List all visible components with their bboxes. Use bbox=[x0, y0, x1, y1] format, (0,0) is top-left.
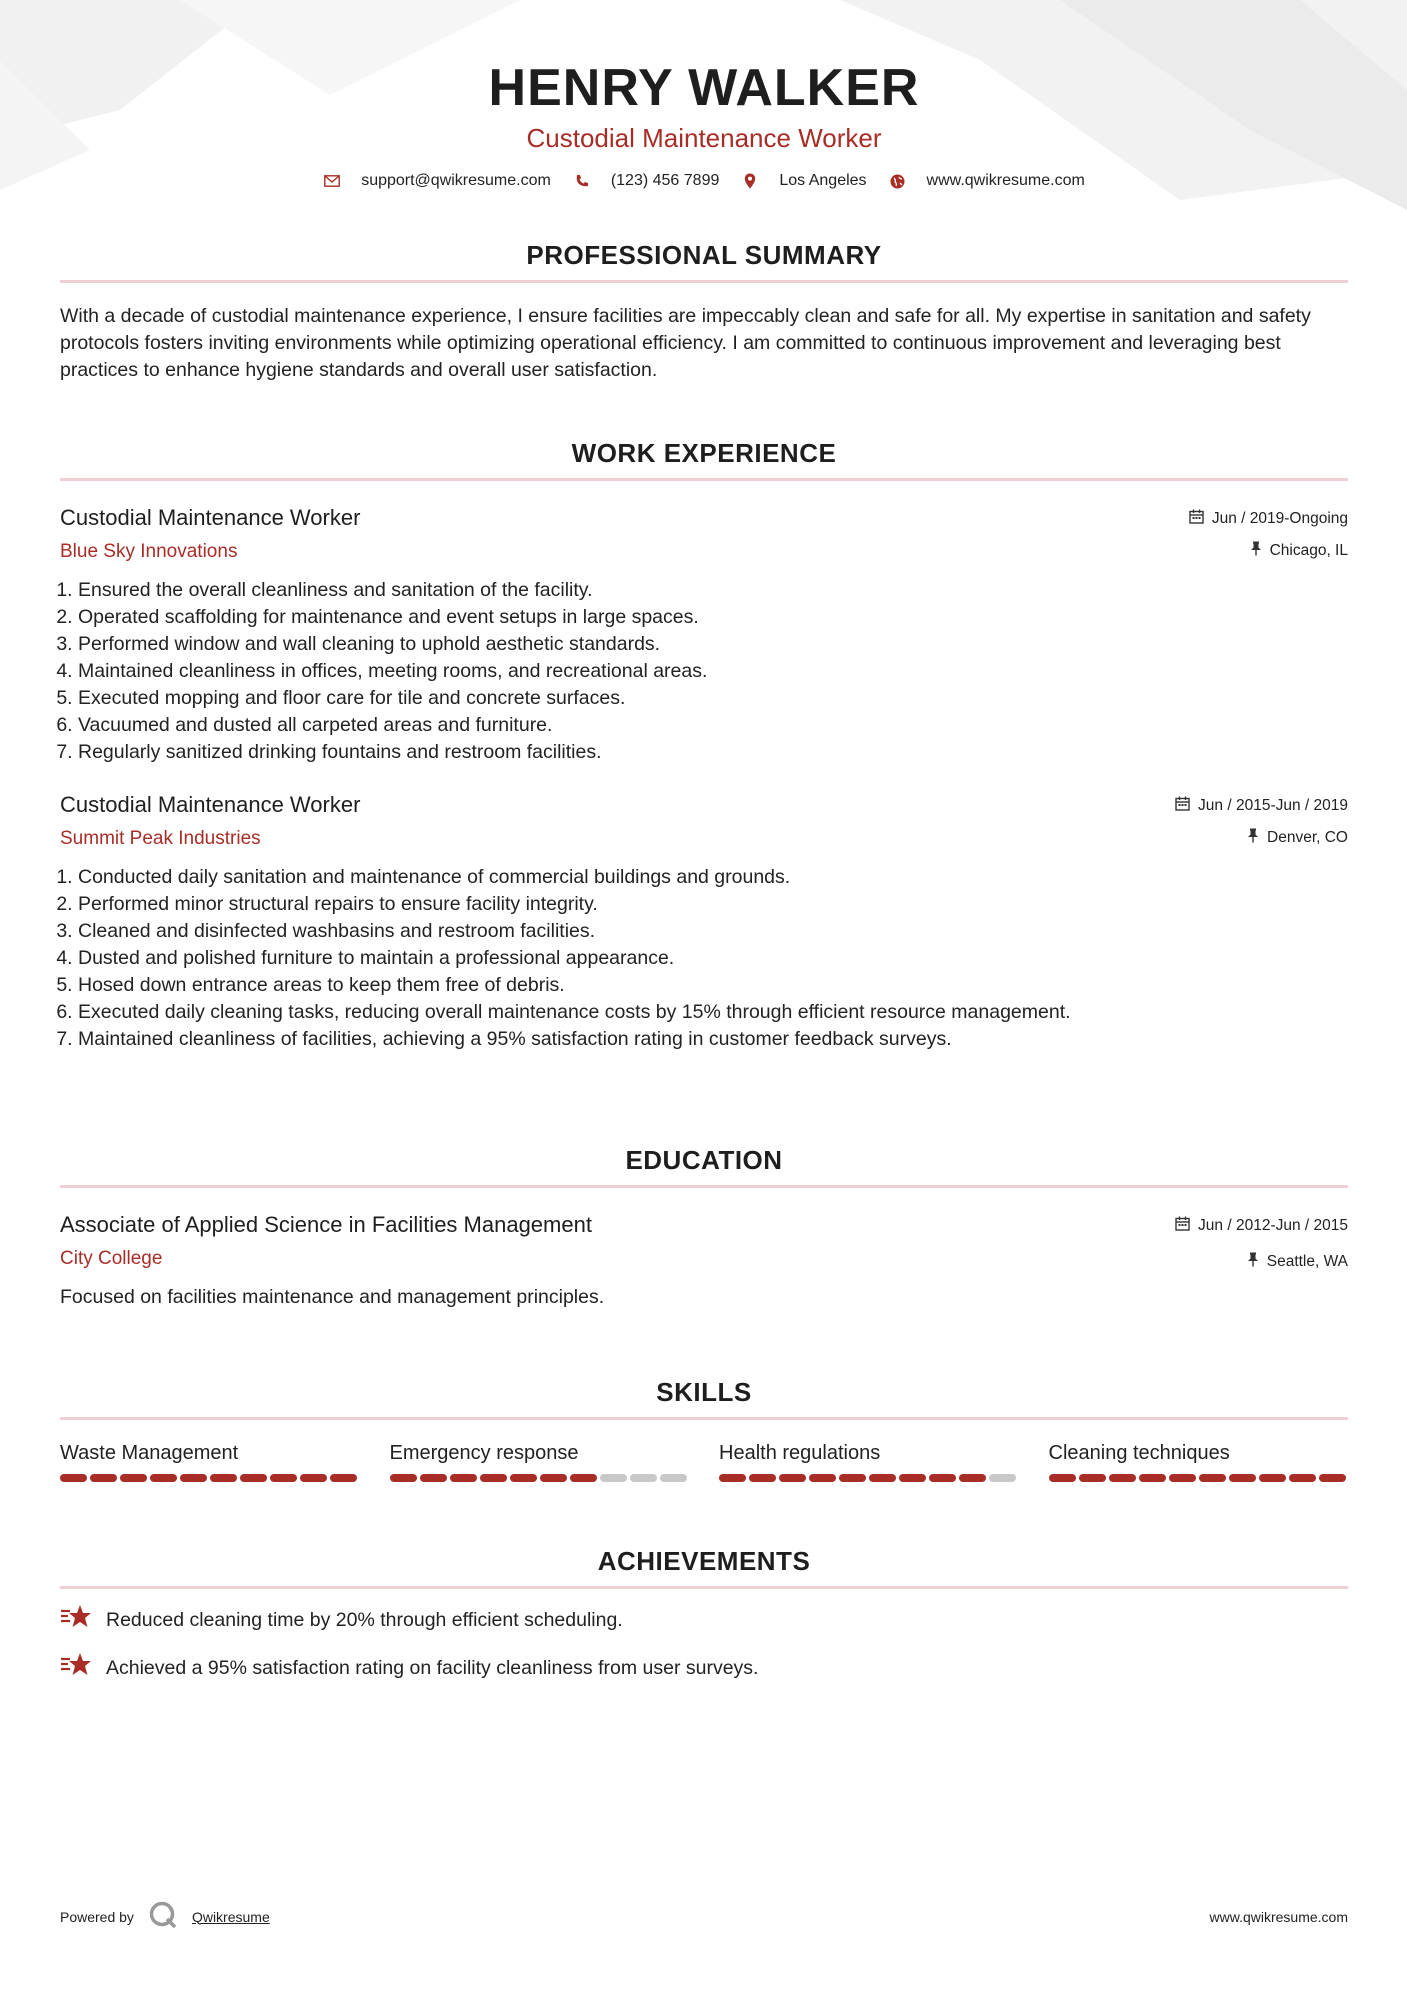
skill-segment-filled bbox=[1319, 1474, 1346, 1482]
education-heading: EDUCATION bbox=[625, 1145, 783, 1175]
list-item: 3. Cleaned and disinfected washbasins and restroom facilities. bbox=[78, 918, 1348, 945]
skill-segment-filled bbox=[90, 1474, 117, 1482]
skill-segment-empty bbox=[660, 1474, 687, 1482]
summary-heading: PROFESSIONAL SUMMARY bbox=[526, 240, 882, 270]
resume-header bbox=[60, 0, 1348, 190]
achievement-item bbox=[60, 1651, 1348, 1685]
qwikresume-link[interactable]: Qwikresume bbox=[191, 1908, 270, 1925]
skill-item bbox=[390, 1440, 690, 1482]
achievements-section bbox=[60, 1544, 1348, 1685]
footer-website[interactable]: www.qwikresume.com bbox=[1209, 1908, 1348, 1925]
list-item: 1. Ensured the overall cleanliness and sanitation of the facility. bbox=[78, 577, 1348, 604]
skill-segment-filled bbox=[240, 1474, 267, 1482]
job-entry bbox=[60, 790, 1348, 1053]
contact-phone-text: (123) 456 7899 bbox=[610, 172, 720, 189]
skill-segment-filled bbox=[1259, 1474, 1286, 1482]
skill-segment-filled bbox=[1289, 1474, 1316, 1482]
list-item: 2. Performed minor structural repairs to ensure facility integrity. bbox=[78, 891, 1348, 918]
skill-segment-filled bbox=[210, 1474, 237, 1482]
skill-segment-filled bbox=[899, 1474, 926, 1482]
experience-heading: WORK EXPERIENCE bbox=[571, 438, 837, 468]
education-date-text: Jun / 2012-Jun / 2015 bbox=[1198, 1217, 1348, 1234]
skill-segment-filled bbox=[1169, 1474, 1196, 1482]
experience-section bbox=[60, 436, 1348, 1053]
skill-name: Health regulations bbox=[719, 1442, 881, 1464]
skill-segment-empty bbox=[600, 1474, 627, 1482]
education-location-text: Seattle, WA bbox=[1266, 1253, 1348, 1270]
achievement-item bbox=[60, 1603, 1348, 1637]
job-duties-list bbox=[60, 864, 1348, 1053]
job-location bbox=[1250, 541, 1348, 561]
job-company: Summit Peak Industries bbox=[60, 828, 261, 849]
skill-segment-filled bbox=[749, 1474, 776, 1482]
skill-segment-filled bbox=[1079, 1474, 1106, 1482]
calendar-icon bbox=[1175, 796, 1190, 816]
skill-segment-filled bbox=[180, 1474, 207, 1482]
skill-segment-empty bbox=[630, 1474, 657, 1482]
job-entry bbox=[60, 503, 1348, 766]
skill-segment-filled bbox=[1049, 1474, 1076, 1482]
phone-icon bbox=[573, 172, 591, 190]
skill-name: Cleaning techniques bbox=[1048, 1442, 1230, 1464]
contact-website[interactable] bbox=[889, 172, 1085, 190]
contact-email[interactable] bbox=[323, 172, 551, 190]
summary-section bbox=[60, 238, 1348, 384]
education-section bbox=[60, 1143, 1348, 1311]
skill-segment-filled bbox=[809, 1474, 836, 1482]
qwikresume-logo-icon bbox=[148, 1900, 178, 1933]
job-title: Custodial Maintenance Worker bbox=[60, 792, 361, 817]
skill-segment-filled bbox=[510, 1474, 537, 1482]
calendar-icon bbox=[1175, 1216, 1190, 1236]
skill-segment-filled bbox=[839, 1474, 866, 1482]
section-divider bbox=[60, 1417, 1348, 1420]
job-location-text: Denver, CO bbox=[1267, 829, 1348, 846]
star-medal-icon bbox=[60, 1603, 92, 1637]
job-date-text: Jun / 2019-Ongoing bbox=[1211, 510, 1348, 527]
skill-segment-filled bbox=[1199, 1474, 1226, 1482]
achievements-list bbox=[60, 1603, 1348, 1685]
skills-section bbox=[60, 1375, 1348, 1482]
pushpin-icon bbox=[1247, 1252, 1259, 1272]
skill-segment-filled bbox=[959, 1474, 986, 1482]
skill-level-bar bbox=[1049, 1474, 1349, 1482]
list-item: 5. Hosed down entrance areas to keep them free of debris. bbox=[78, 972, 1348, 999]
list-item: 6. Vacuumed and dusted all carpeted areas and furniture. bbox=[78, 712, 1348, 739]
skill-name: Waste Management bbox=[60, 1442, 239, 1464]
skill-segment-empty bbox=[989, 1474, 1016, 1482]
list-item: 6. Executed daily cleaning tasks, reducing overall maintenance costs by 15% through efficient resource management. bbox=[78, 999, 1348, 1026]
map-pin-icon bbox=[741, 172, 759, 190]
candidate-title: Custodial Maintenance Worker bbox=[526, 123, 882, 153]
job-company: Blue Sky Innovations bbox=[60, 541, 238, 562]
list-item: 7. Maintained cleanliness of facilities, achieving a 95% satisfaction rating in customer feedback surveys. bbox=[78, 1026, 1348, 1053]
list-item: 2. Operated scaffolding for maintenance and event setups in large spaces. bbox=[78, 604, 1348, 631]
list-item: 3. Performed window and wall cleaning to uphold aesthetic standards. bbox=[78, 631, 1348, 658]
achievement-text: Reduced cleaning time by 20% through efficient scheduling. bbox=[106, 1608, 623, 1631]
candidate-name: HENRY WALKER bbox=[488, 59, 920, 117]
skill-name: Emergency response bbox=[389, 1442, 579, 1464]
skill-segment-filled bbox=[60, 1474, 87, 1482]
skill-segment-filled bbox=[480, 1474, 507, 1482]
skill-segment-filled bbox=[779, 1474, 806, 1482]
job-title: Custodial Maintenance Worker bbox=[60, 505, 361, 530]
powered-by bbox=[60, 1900, 270, 1933]
skill-segment-filled bbox=[150, 1474, 177, 1482]
job-date bbox=[1189, 509, 1348, 529]
calendar-icon bbox=[1189, 509, 1204, 529]
skill-segment-filled bbox=[540, 1474, 567, 1482]
achievement-text: Achieved a 95% satisfaction rating on facility cleanliness from user surveys. bbox=[106, 1656, 759, 1679]
skill-item bbox=[1049, 1440, 1349, 1482]
list-item: 4. Dusted and polished furniture to maintain a professional appearance. bbox=[78, 945, 1348, 972]
school-name: City College bbox=[60, 1248, 163, 1269]
education-date bbox=[1175, 1216, 1348, 1236]
skill-segment-filled bbox=[1109, 1474, 1136, 1482]
skill-segment-filled bbox=[1229, 1474, 1256, 1482]
degree-title: Associate of Applied Science in Facilities Management bbox=[60, 1212, 592, 1237]
skill-segment-filled bbox=[929, 1474, 956, 1482]
star-medal-icon bbox=[60, 1651, 92, 1685]
skill-segment-filled bbox=[420, 1474, 447, 1482]
skill-segment-filled bbox=[570, 1474, 597, 1482]
skill-segment-filled bbox=[270, 1474, 297, 1482]
skill-level-bar bbox=[390, 1474, 690, 1482]
summary-text: With a decade of custodial maintenance experience, I ensure facilities are impeccably clean and safe for all. My expertise in sanitation and safety protocols fosters inviting environments while optimizing operational efficiency. I am committed to continuous improvement and leveraging best practices to enhance hygiene standards and overall user satisfaction. bbox=[60, 305, 1311, 381]
education-location bbox=[1247, 1252, 1348, 1272]
list-item: 7. Regularly sanitized drinking fountains and restroom facilities. bbox=[78, 739, 1348, 766]
section-divider bbox=[60, 1586, 1348, 1589]
powered-by-label: Powered by bbox=[60, 1908, 134, 1925]
footer bbox=[60, 1900, 1348, 1933]
job-location bbox=[1247, 828, 1348, 848]
list-item: 4. Maintained cleanliness in offices, meeting rooms, and recreational areas. bbox=[78, 658, 1348, 685]
skill-level-bar bbox=[60, 1474, 360, 1482]
globe-icon bbox=[889, 172, 907, 190]
pushpin-icon bbox=[1247, 828, 1259, 848]
skill-segment-filled bbox=[869, 1474, 896, 1482]
skill-segment-filled bbox=[300, 1474, 327, 1482]
education-description: Focused on facilities maintenance and management principles. bbox=[60, 1286, 605, 1308]
section-divider bbox=[60, 1185, 1348, 1188]
contact-website-text: www.qwikresume.com bbox=[926, 172, 1085, 189]
skill-item bbox=[719, 1440, 1019, 1482]
contact-email-text: support@qwikresume.com bbox=[361, 172, 551, 189]
list-item: 1. Conducted daily sanitation and maintenance of commercial buildings and grounds. bbox=[78, 864, 1348, 891]
achievements-heading: ACHIEVEMENTS bbox=[597, 1546, 811, 1576]
section-divider bbox=[60, 478, 1348, 481]
contact-location bbox=[741, 172, 866, 190]
skill-segment-filled bbox=[1139, 1474, 1166, 1482]
job-duties-list bbox=[60, 577, 1348, 766]
skill-segment-filled bbox=[719, 1474, 746, 1482]
skill-item bbox=[60, 1440, 360, 1482]
skill-segment-filled bbox=[450, 1474, 477, 1482]
skill-segment-filled bbox=[330, 1474, 357, 1482]
job-date bbox=[1175, 796, 1348, 816]
skill-level-bar bbox=[719, 1474, 1019, 1482]
skill-segment-filled bbox=[120, 1474, 147, 1482]
education-entry bbox=[60, 1210, 1348, 1311]
contact-location-text: Los Angeles bbox=[779, 172, 867, 189]
job-location-text: Chicago, IL bbox=[1269, 542, 1348, 559]
list-item: 5. Executed mopping and floor care for tile and concrete surfaces. bbox=[78, 685, 1348, 712]
skills-heading: SKILLS bbox=[656, 1377, 752, 1407]
skills-list bbox=[60, 1440, 1348, 1482]
contact-bar bbox=[60, 172, 1348, 190]
pushpin-icon bbox=[1250, 541, 1262, 561]
section-divider bbox=[60, 280, 1348, 283]
contact-phone[interactable] bbox=[573, 172, 720, 190]
job-date-text: Jun / 2015-Jun / 2019 bbox=[1198, 797, 1348, 814]
skill-segment-filled bbox=[390, 1474, 417, 1482]
envelope-icon bbox=[323, 172, 341, 190]
